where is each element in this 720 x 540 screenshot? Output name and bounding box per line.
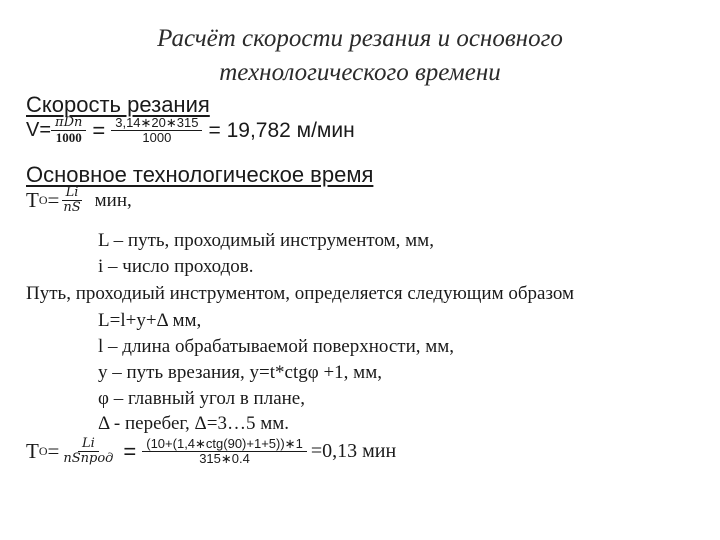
final-result: =0,13 мин [310, 440, 397, 463]
speed-fraction-symbolic [51, 116, 86, 146]
time-frac-num: Li [62, 186, 83, 201]
speed-eq: = [92, 117, 106, 143]
final-t-eq: = [47, 439, 60, 464]
def-y: y – путь врезания, y=t*ctgφ +1, мм, [98, 362, 382, 383]
final-frac2-den: 315∗0.4 [199, 451, 250, 467]
time-t-sub: О [38, 193, 48, 208]
final-t-sub: О [38, 444, 48, 459]
path-intro: Путь, проходиый инструментом, определяется следующим образом [26, 283, 575, 304]
path-formula: L=l+y+Δ мм, [98, 310, 202, 331]
def-phi: φ – главный угол в плане, [98, 388, 305, 409]
def-delta: Δ - перебег, Δ=3…5 мм. [98, 413, 290, 434]
speed-frac2-den: 1000 [142, 130, 172, 146]
final-frac1-num: Li [78, 437, 99, 452]
time-fraction [59, 186, 84, 216]
final-fraction-numeric [142, 437, 307, 467]
speed-heading: Скорость резания [26, 92, 210, 117]
def-i: i – число проходов. [98, 256, 254, 277]
final-formula [26, 437, 396, 467]
speed-formula [26, 116, 355, 146]
slide-title-line-2: технологического времени [219, 59, 501, 86]
final-eq: = [123, 438, 137, 464]
final-fraction-symbolic [59, 437, 117, 467]
final-frac2-num: (10+(1,4∗ctg(90)+1+5))∗1 [142, 437, 307, 452]
time-formula [26, 186, 132, 216]
def-L: L – путь, проходимый инструментом, мм, [98, 230, 434, 251]
time-heading: Основное технологическое время [26, 162, 374, 187]
time-t-letter: T [26, 188, 39, 213]
speed-frac1-num: πDn [51, 116, 86, 131]
time-frac-den: nS [63, 200, 81, 216]
final-frac1-den: nSпрод [63, 451, 114, 467]
speed-frac2-num: 3,14∗20∗315 [111, 116, 202, 131]
def-l: l – длина обрабатываемой поверхности, мм, [98, 336, 455, 357]
speed-fraction-numeric [111, 116, 202, 146]
time-unit: мин, [94, 189, 132, 211]
time-t-eq: = [47, 188, 60, 213]
speed-result: = 19,782 м/мин [208, 118, 355, 142]
speed-lhs: V= [26, 119, 52, 142]
speed-frac1-den: 1000 [55, 130, 82, 146]
final-t-letter: T [26, 439, 39, 464]
slide-title-line-1: Расчёт скорости резания и основного [157, 25, 563, 52]
